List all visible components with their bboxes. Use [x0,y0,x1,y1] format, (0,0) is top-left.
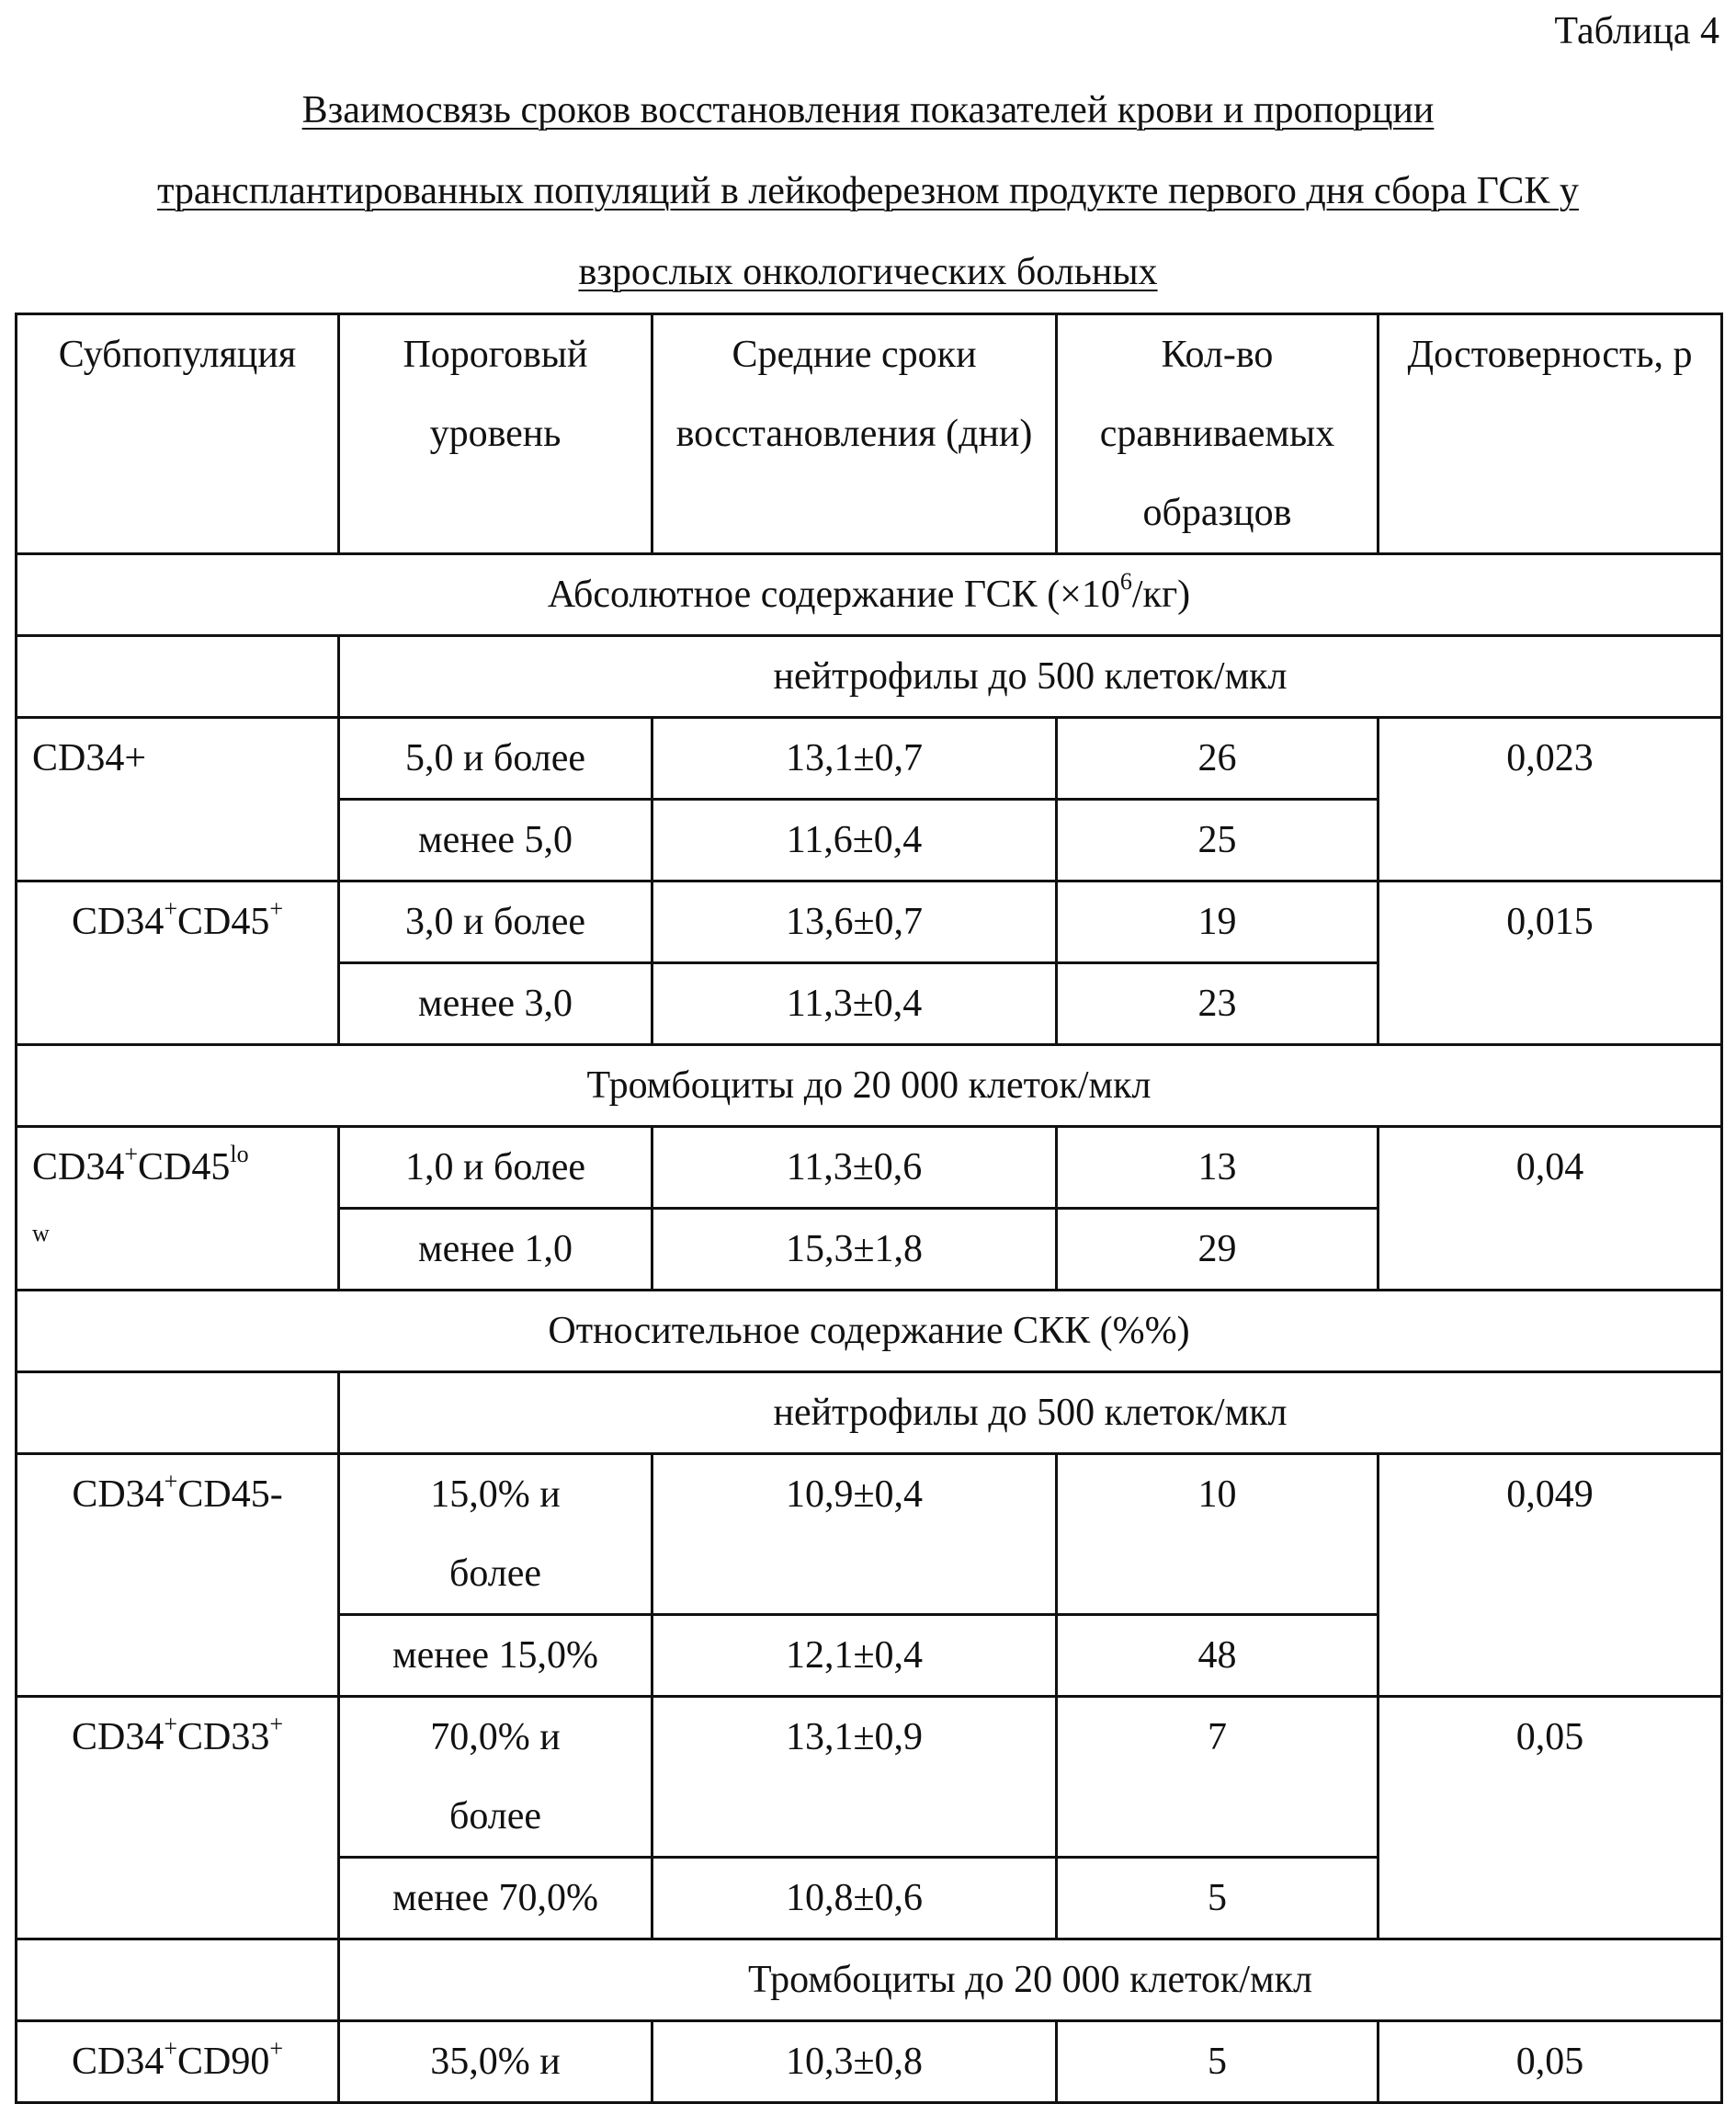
cell-threshold: 3,0 и более [339,881,652,963]
header-count: Кол-во сравниваемых образцов [1057,314,1379,554]
table-row [17,2021,1722,2103]
cell-subpopulation [17,1697,339,1939]
title-line-1: Взаимосвязь сроков восстановления показателей крови и пропорции [301,89,1435,131]
cell-mean-time: 10,9±0,4 [652,1454,1057,1615]
cell-threshold: 1,0 и более [339,1127,652,1209]
cell-subpopulation [17,1127,339,1291]
section-relative: Относительное содержание СКК (%%) [17,1291,1722,1372]
cell-significance: 0,023 [1379,718,1722,881]
cell-mean-time: 10,8±0,6 [652,1858,1057,1939]
cell-count: 5 [1057,2021,1379,2103]
table-row [17,1454,1722,1615]
cell-mean-time: 10,3±0,8 [652,2021,1057,2103]
header-threshold: Пороговый уровень [339,314,652,554]
marker-b-sup: lo [230,1141,249,1167]
data-table [15,313,1723,2104]
cell-count: 23 [1057,963,1379,1045]
section-absolute-exp: 6 [1119,568,1132,595]
marker-b: CD45 [138,1146,231,1188]
header-subpopulation: Субпопуляция [17,314,339,554]
marker-a: CD34 [72,1473,165,1516]
subsection-platelets-1: Тромбоциты до 20 000 клеток/мкл [17,1045,1722,1127]
cell-threshold: менее 5,0 [339,800,652,881]
marker-b: CD45 [177,901,270,943]
section-row-relative [17,1291,1722,1372]
cell-mean-time: 11,3±0,6 [652,1127,1057,1209]
subsection-neutrophils-1: нейтрофилы до 500 клеток/мкл [339,636,1722,718]
cell-threshold: менее 15,0% [339,1615,652,1697]
cell-threshold: 5,0 и более [339,718,652,800]
threshold-line-1: 15,0% и [430,1473,561,1516]
cell-mean-time: 13,6±0,7 [652,881,1057,963]
cell-significance: 0,015 [1379,881,1722,1045]
subsection-neutrophils-2: нейтрофилы до 500 клеток/мкл [339,1372,1722,1454]
cell-threshold: 35,0% и [339,2021,652,2103]
marker-a-sup: + [164,2035,177,2062]
threshold-line-1: 70,0% и [430,1716,561,1758]
cell-count: 19 [1057,881,1379,963]
cell-subpopulation [17,2021,339,2103]
cell-threshold [339,1697,652,1858]
table-title [0,70,1736,313]
cell-subpopulation [17,1454,339,1697]
section-absolute-text: Абсолютное содержание ГСК (×10 [547,574,1120,616]
subsection-row-neutrophils-2 [17,1372,1722,1454]
cell-count: 48 [1057,1615,1379,1697]
cell-count: 13 [1057,1127,1379,1209]
cell-count: 29 [1057,1209,1379,1291]
section-absolute-unit: /кг) [1131,574,1191,616]
empty-cell [17,636,339,718]
title-line-3: взрослых онкологических больных [578,251,1158,293]
cell-subpopulation [17,881,339,1045]
table-row [17,718,1722,800]
empty-cell [17,1372,339,1454]
cell-significance: 0,04 [1379,1127,1722,1291]
cell-mean-time: 13,1±0,9 [652,1697,1057,1858]
empty-cell [17,1939,339,2021]
header-significance: Достоверность, p [1379,314,1722,554]
table-row [17,1127,1722,1209]
cell-significance: 0,05 [1379,2021,1722,2103]
subsection-row-platelets-2 [17,1939,1722,2021]
marker-a: CD34 [71,2041,165,2083]
subsection-row-neutrophils-1 [17,636,1722,718]
marker-b: CD45- [177,1473,283,1516]
cell-mean-time: 13,1±0,7 [652,718,1057,800]
threshold-line-2: более [448,1795,542,1837]
marker-a-sup: + [164,895,177,922]
section-absolute [17,554,1722,636]
marker-b-sup-wrap: w [32,1220,50,1246]
cell-threshold [339,1454,652,1615]
subsection-platelets-2: Тромбоциты до 20 000 клеток/мкл [339,1939,1722,2021]
table-number: Таблица 4 [1554,10,1719,52]
marker-b-sup: + [269,2035,284,2062]
cell-count: 7 [1057,1697,1379,1858]
marker-b: CD33 [177,1716,270,1758]
cell-threshold: менее 1,0 [339,1209,652,1291]
cell-significance: 0,05 [1379,1697,1722,1939]
marker-b: CD90 [177,2041,270,2083]
cell-significance: 0,049 [1379,1454,1722,1697]
marker-a-sup: + [164,1711,177,1737]
header-row [17,314,1722,554]
table-row [17,881,1722,963]
section-row-absolute [17,554,1722,636]
cell-count: 25 [1057,800,1379,881]
cell-mean-time: 11,6±0,4 [652,800,1057,881]
cell-mean-time: 11,3±0,4 [652,963,1057,1045]
marker-a: CD34 [71,901,165,943]
marker-b-sup: + [269,895,284,922]
title-line-2: трансплантированных популяций в лейкоферезном продукте первого дня сбора ГСК у [157,170,1579,212]
marker-a: CD34 [32,1146,125,1188]
threshold-line-2: более [448,1552,542,1595]
cell-subpopulation: CD34+ [17,718,339,881]
table-row [17,1697,1722,1858]
section-row-platelets-1 [17,1045,1722,1127]
marker-a-sup: + [124,1141,139,1167]
cell-count: 26 [1057,718,1379,800]
cell-threshold: менее 70,0% [339,1858,652,1939]
cell-mean-time: 15,3±1,8 [652,1209,1057,1291]
header-mean-time: Средние сроки восстановления (дни) [652,314,1057,554]
cell-mean-time: 12,1±0,4 [652,1615,1057,1697]
cell-count: 10 [1057,1454,1379,1615]
marker-a: CD34 [71,1716,165,1758]
cell-threshold: менее 3,0 [339,963,652,1045]
cell-count: 5 [1057,1858,1379,1939]
marker-a-sup: + [164,1468,178,1495]
marker-b-sup: + [269,1711,284,1737]
